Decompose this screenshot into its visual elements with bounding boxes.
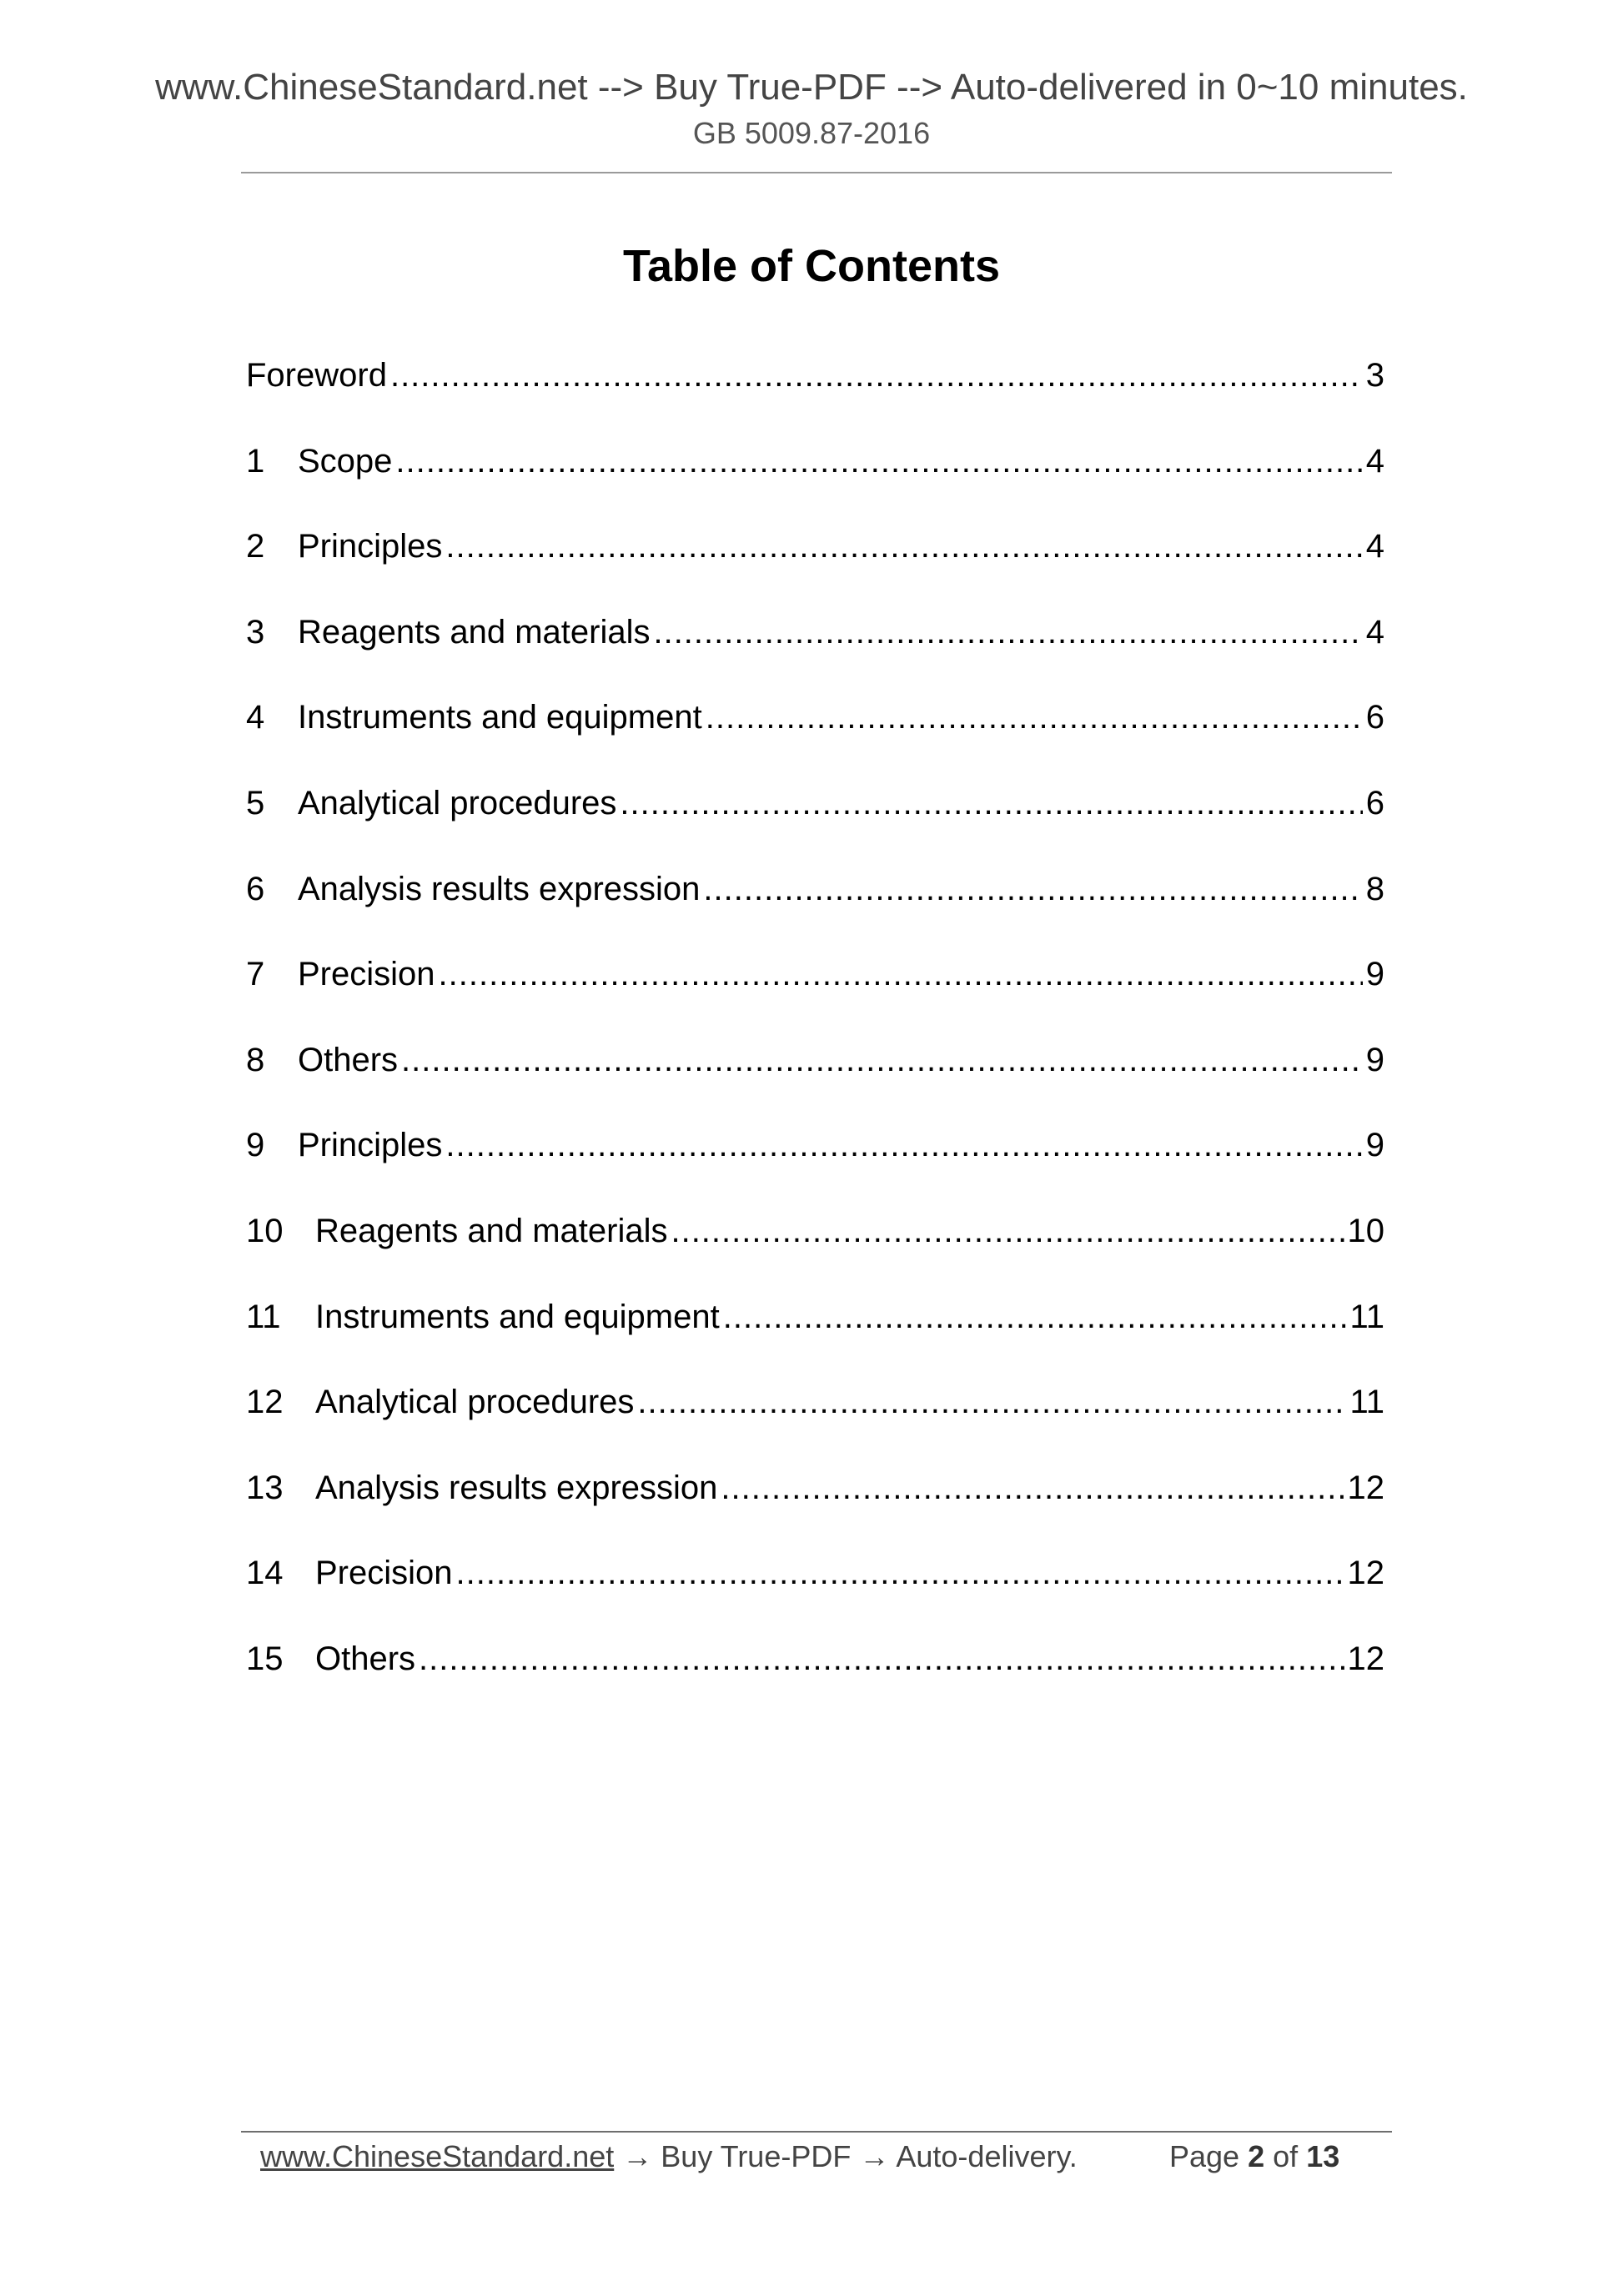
toc-leader-dots bbox=[706, 692, 1363, 742]
toc-entry-number: 15 bbox=[246, 1640, 284, 1677]
toc-entry-page: 11 bbox=[1349, 1298, 1384, 1335]
toc-entry-12[interactable] bbox=[246, 1377, 1384, 1463]
toc-entry-label: Others bbox=[298, 1041, 399, 1078]
footer-site-link[interactable]: www.ChineseStandard.net bbox=[260, 2139, 615, 2173]
page-current: 2 bbox=[1248, 2139, 1265, 2173]
toc-entry-page: 8 bbox=[1365, 870, 1384, 907]
toc-entry-number: 9 bbox=[246, 1127, 265, 1164]
toc-entry-number: 7 bbox=[246, 956, 265, 993]
page-total: 13 bbox=[1306, 2139, 1340, 2173]
header-divider bbox=[241, 172, 1392, 173]
toc-entry-label: Analytical procedures bbox=[315, 1384, 635, 1421]
toc-entry-page: 9 bbox=[1365, 1041, 1384, 1078]
toc-entry-number: 13 bbox=[246, 1469, 284, 1506]
toc-entry-page: 11 bbox=[1349, 1384, 1384, 1421]
arrow-icon: → bbox=[622, 2139, 653, 2173]
toc-entry-5[interactable] bbox=[246, 778, 1384, 864]
header-banner: www.ChineseStandard.net --> Buy True-PDF --> Auto-delivered in 0~10 minutes. bbox=[155, 67, 1468, 108]
toc-entry-page: 4 bbox=[1365, 442, 1384, 480]
toc-entry-label: Principles bbox=[298, 1127, 443, 1164]
toc-entry-page: 4 bbox=[1365, 528, 1384, 565]
toc-entry-page: 6 bbox=[1365, 784, 1384, 821]
toc-entry-label: Reagents and materials bbox=[298, 613, 651, 651]
page-number bbox=[1169, 2132, 1339, 2182]
toc-leader-dots bbox=[721, 1463, 1344, 1513]
toc-entry-label: Reagents and materials bbox=[315, 1212, 668, 1249]
toc-entry-9[interactable] bbox=[246, 1120, 1384, 1206]
toc-entry-11[interactable] bbox=[246, 1292, 1384, 1378]
toc-entry-number: 14 bbox=[246, 1555, 284, 1592]
toc-entry-1[interactable] bbox=[246, 436, 1384, 522]
toc-entry-foreword[interactable] bbox=[246, 350, 1384, 436]
toc-leader-dots bbox=[419, 1634, 1344, 1684]
toc-entry-number: 12 bbox=[246, 1384, 284, 1421]
toc-entry-10[interactable] bbox=[246, 1206, 1384, 1292]
toc-leader-dots bbox=[390, 350, 1363, 400]
page-footer bbox=[260, 2132, 1382, 2182]
footer-text-buy: Buy True-PDF bbox=[661, 2139, 852, 2173]
toc-entry-7[interactable] bbox=[246, 949, 1384, 1035]
toc-leader-dots bbox=[703, 864, 1362, 914]
toc-entry-page: 12 bbox=[1347, 1469, 1384, 1506]
toc-entry-page: 9 bbox=[1365, 1127, 1384, 1164]
toc-entry-3[interactable] bbox=[246, 607, 1384, 693]
toc-entry-label: Instruments and equipment bbox=[315, 1298, 720, 1335]
toc-entry-6[interactable] bbox=[246, 864, 1384, 950]
toc-entry-label: Precision bbox=[298, 956, 435, 993]
footer-text-delivery: Auto-delivery. bbox=[896, 2139, 1078, 2173]
toc-entry-number: 2 bbox=[246, 528, 265, 565]
toc-entry-label: Analysis results expression bbox=[315, 1469, 718, 1506]
toc-entry-page: 3 bbox=[1365, 357, 1384, 394]
toc-entry-15[interactable] bbox=[246, 1634, 1384, 1720]
toc-leader-dots bbox=[620, 778, 1362, 828]
toc-entry-label: Others bbox=[315, 1640, 416, 1677]
toc-entry-label: Foreword bbox=[246, 357, 387, 394]
toc-entry-label: Scope bbox=[298, 442, 393, 480]
toc-entry-number: 8 bbox=[246, 1041, 265, 1078]
toc-entry-page: 6 bbox=[1365, 699, 1384, 736]
toc-leader-dots bbox=[723, 1292, 1347, 1342]
toc-entry-number: 11 bbox=[246, 1298, 281, 1335]
table-of-contents bbox=[246, 350, 1384, 1720]
toc-entry-number: 1 bbox=[246, 442, 265, 480]
toc-entry-number: 4 bbox=[246, 699, 265, 736]
toc-entry-page: 12 bbox=[1347, 1640, 1384, 1677]
toc-entry-label: Analytical procedures bbox=[298, 784, 617, 821]
toc-leader-dots bbox=[401, 1035, 1363, 1085]
toc-entry-label: Principles bbox=[298, 528, 443, 565]
toc-leader-dots bbox=[671, 1206, 1344, 1256]
toc-entry-page: 9 bbox=[1365, 956, 1384, 993]
toc-entry-label: Precision bbox=[315, 1555, 453, 1592]
toc-entry-number: 5 bbox=[246, 784, 265, 821]
toc-entry-2[interactable] bbox=[246, 521, 1384, 607]
toc-entry-8[interactable] bbox=[246, 1035, 1384, 1121]
toc-leader-dots bbox=[395, 436, 1362, 486]
toc-entry-14[interactable] bbox=[246, 1548, 1384, 1634]
footer-promo bbox=[260, 2132, 1078, 2182]
toc-entry-page: 10 bbox=[1347, 1212, 1384, 1249]
page-word: Page bbox=[1169, 2139, 1240, 2173]
toc-leader-dots bbox=[637, 1377, 1346, 1427]
page-title: Table of Contents bbox=[623, 241, 1000, 291]
toc-leader-dots bbox=[456, 1548, 1344, 1598]
toc-leader-dots bbox=[445, 521, 1362, 571]
toc-entry-label: Analysis results expression bbox=[298, 870, 701, 907]
toc-entry-page: 4 bbox=[1365, 613, 1384, 651]
toc-entry-13[interactable] bbox=[246, 1463, 1384, 1549]
toc-entry-number: 6 bbox=[246, 870, 265, 907]
toc-entry-page: 12 bbox=[1347, 1555, 1384, 1592]
toc-entry-number: 10 bbox=[246, 1212, 284, 1249]
toc-entry-label: Instruments and equipment bbox=[298, 699, 702, 736]
toc-leader-dots bbox=[445, 1120, 1362, 1170]
toc-entry-4[interactable] bbox=[246, 692, 1384, 778]
standard-code: GB 5009.87-2016 bbox=[692, 116, 931, 150]
toc-leader-dots bbox=[653, 607, 1362, 657]
arrow-icon: → bbox=[859, 2139, 890, 2173]
toc-entry-number: 3 bbox=[246, 613, 265, 651]
toc-leader-dots bbox=[439, 949, 1363, 999]
page-of: of bbox=[1273, 2139, 1299, 2173]
